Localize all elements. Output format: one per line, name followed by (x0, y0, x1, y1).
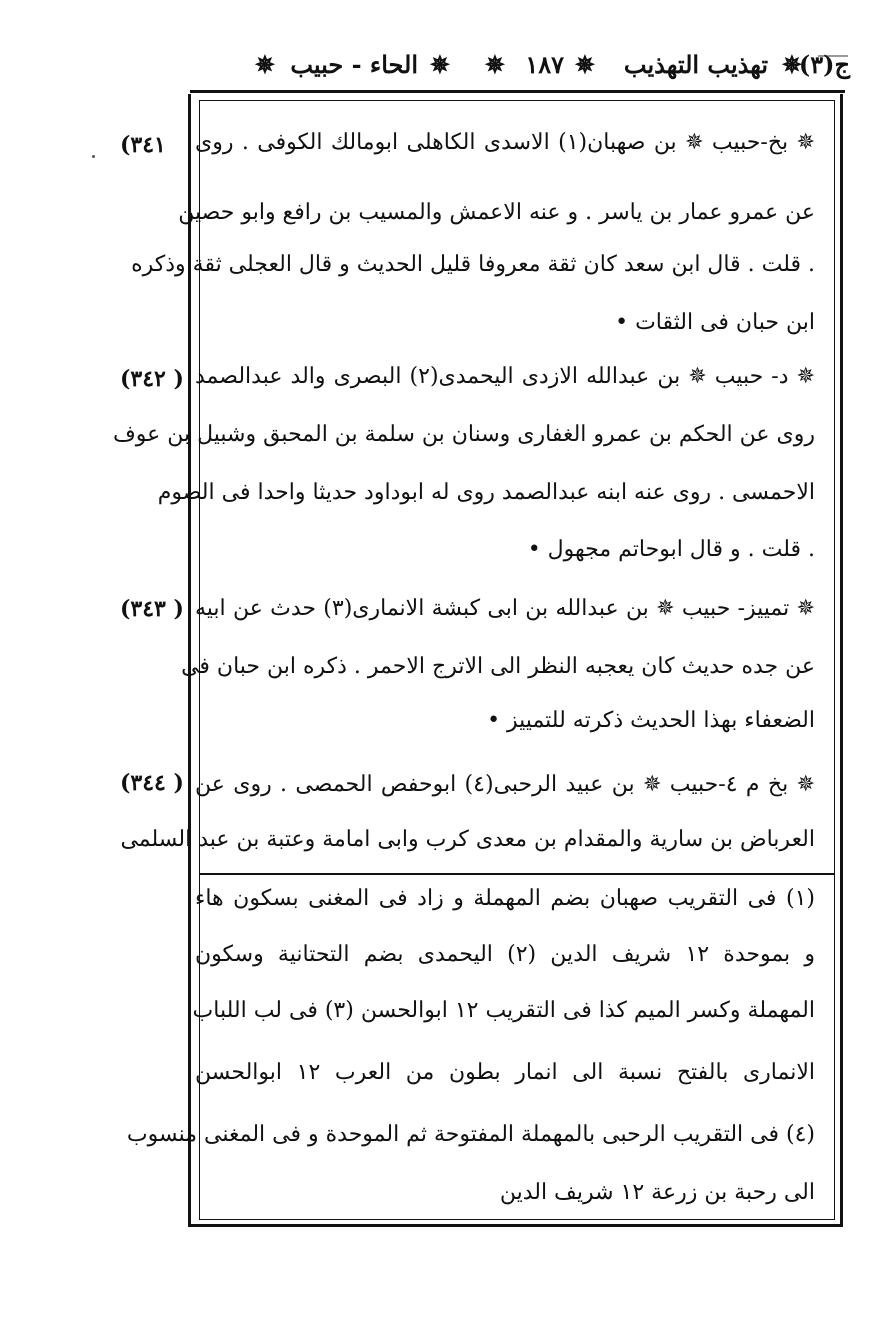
footnote-divider (199, 873, 835, 875)
entry-line: ✵ د- حبيب ✵ بن عبدالله الازدى اليحمدى(٢) البصرى والد عبدالصمد (195, 364, 815, 389)
entry-line: . قلت . قال ابن سعد كان ثقة معروفا قليل الحديث و قال العجلى ثقة وذكره (131, 252, 815, 277)
header-book-title: تهذيب التهذيب (623, 50, 768, 79)
entry-line: ✵ بخ م ٤-حبيب ✵ بن عبيد الرحبى(٤) ابوحفص الحمصى . روى عن (195, 772, 815, 797)
footnote-line: الانمارى بالفتح نسبة الى انمار بطون من العرب ١٢ ابوالحسن (195, 1060, 815, 1085)
footnote-line: المهملة وكسر الميم كذا فى التقريب ١٢ ابوالحسن (٣) فى لب اللباب (192, 998, 815, 1023)
entry-number: ( ٣٤٤) (120, 770, 184, 796)
header-part: ج(٣) (798, 50, 850, 79)
ornament-icon: ✵ (574, 50, 595, 79)
page-header (170, 42, 860, 92)
footnote-line: (٤) فى التقريب الرحبى بالمهملة المفتوحة ثم الموحدة و فى المغنى منسوب (126, 1122, 815, 1147)
entry-number: ( ٣٤٢) (120, 366, 184, 392)
entry-line: روى عن الحكم بن عمرو الغفارى وسنان بن سلمة بن المحبق وشبيل بن عوف (112, 422, 815, 447)
header-page-number: ١٨٧ (525, 50, 564, 79)
footnote-line: و بموحدة ١٢ شريف الدين (٢) اليحمدى بضم التحتانية وسكون (195, 942, 815, 967)
footnote-line: الى رحبة بن زرعة ١٢ شريف الدين (499, 1180, 815, 1205)
entry-number: ٣٤١) (120, 132, 166, 158)
entry-line: الاحمسى . روى عنه ابنه عبدالصمد روى له ابوداود حديثا واحدا فى الصوم (157, 480, 815, 505)
entry-line: ✵ بخ-حبيب ✵ بن صهبان(١) الاسدى الكاهلى ابومالك الكوفى . روى (195, 130, 815, 155)
footnote-line: (١) فى التقريب صهبان بضم المهملة و زاد فى المغنى بسكون هاء (195, 886, 815, 911)
entry-line: . قلت . و قال ابوحاتم مجهول • (527, 537, 815, 562)
entry-line: ✵ تمييز- حبيب ✵ بن عبدالله بن ابى كبشة الانمارى(٣) حدث عن ابيه (195, 596, 815, 621)
header-rule (190, 90, 845, 93)
entry-line: الضعفاء بهذا الحديث ذكرته للتمييز • (487, 708, 815, 733)
ornament-icon: ✵ (254, 50, 275, 79)
entry-line: عن جده حديث كان يعجبه النظر الى الاترج الاحمر . ذكره ابن حبان فى (181, 654, 815, 679)
entry-line: العرباض بن سارية والمقدام بن معدى كرب وابى امامة وعتبة بن عبد السلمى (120, 827, 815, 852)
entry-number: ( ٣٤٣) (120, 596, 184, 622)
ornament-icon: ✵ (484, 50, 505, 79)
entry-line: عن عمرو عمار بن ياسر . و عنه الاعمش والمسيب بن رافع وابو حصين (178, 200, 815, 225)
ornament-icon: ✵ (781, 50, 802, 79)
ornament-icon: ✵ (429, 50, 450, 79)
scan-dot (92, 155, 95, 158)
entry-line: ابن حبان فى الثقات • (615, 310, 815, 335)
header-section: الحاء - حبيب (290, 50, 418, 79)
